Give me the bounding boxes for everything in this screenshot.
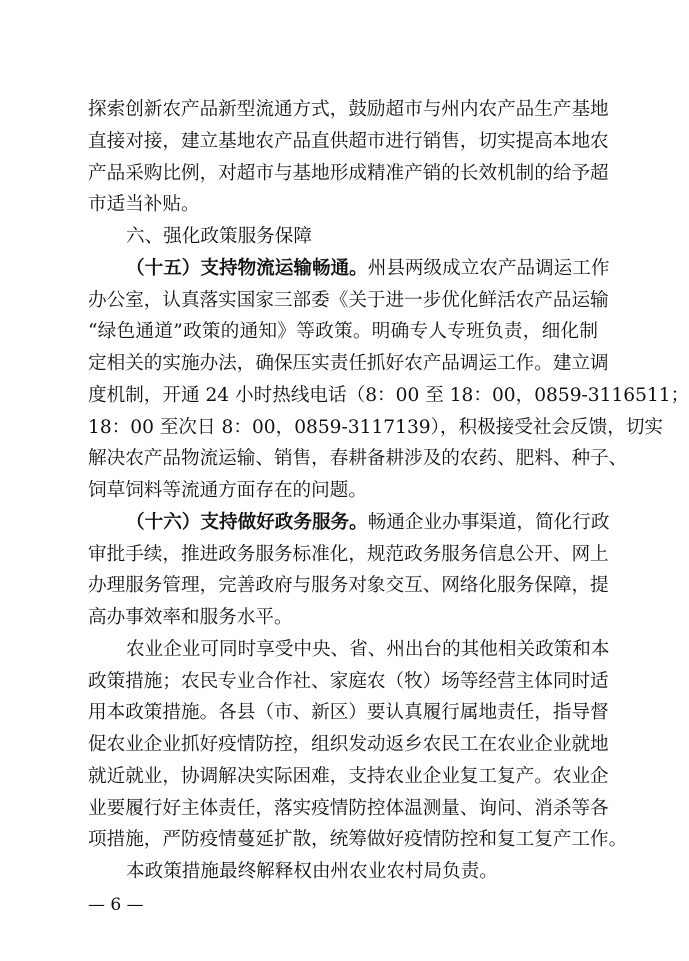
item15-line: 办公室，认真落实国家三部委《关于进一步优化鲜活农产品运输 — [88, 289, 609, 311]
intro-line: 产品采购比例，对超市与基地形成精准产销的长效机制的给予超 — [88, 162, 609, 184]
item16-line: 高办事效率和服务水平。 — [88, 607, 293, 628]
item15-line: “绿色通道”政策的通知》等政策。明确专人专班负责，细化制 — [88, 321, 598, 343]
item15-line: 18：00 至次日 8：00，0859-3117139），积极接受社会反馈，切实 — [88, 416, 664, 438]
item16-line: 审批手续，推进政务服务标准化，规范政务服务信息公开、网上 — [88, 543, 609, 565]
final-paragraph: 本政策措施最终解释权由州农业农村局负责。 — [126, 861, 498, 882]
general-line: 促农业企业抓好疫情防控，组织发动返乡农民工在农业企业就地 — [88, 734, 609, 755]
item16-line: 办理服务管理，完善政府与服务对象交互、网络化服务保障，提 — [88, 575, 609, 597]
item16-first-rest: 畅通企业办事渠道，简化行政 — [367, 511, 610, 533]
item15-line: 饲草饲料等流通方面存在的问题。 — [88, 480, 367, 501]
item15-line: 解决农产品物流运输、销售，春耕备耕涉及的农药、肥料、种子、 — [88, 448, 628, 470]
general-line: 政策措施；农民专业合作社、家庭农（牧）场等经营主体同时适 — [88, 670, 609, 692]
item16-first-line — [126, 507, 610, 539]
general-line: 农业企业可同时享受中央、省、州出台的其他相关政策和本 — [126, 638, 610, 660]
intro-line: 直接对接，建立基地农产品直供超市进行销售，切实提高本地农 — [88, 130, 609, 152]
item15-line: 定相关的实施办法，确保压实责任抓好农产品调运工作。建立调 — [88, 353, 609, 374]
intro-line: 探索创新农产品新型流通方式，鼓励超市与州内农产品生产基地 — [88, 99, 609, 120]
section-heading: 六、强化政策服务保障 — [126, 226, 312, 247]
page-number: — 6 — — [88, 894, 144, 915]
general-line: 用本政策措施。各县（市、新区）要认真履行属地责任，指导督 — [88, 702, 609, 724]
intro-line: 市适当补贴。 — [88, 194, 200, 216]
item15-lead: （十五）支持物流运输畅通。 — [126, 257, 368, 279]
general-line: 就近就业，协调解决实际困难，支持农业企业复工复产。农业企 — [88, 765, 609, 787]
item15-first-line — [126, 253, 610, 285]
general-line: 项措施，严防疫情蔓延扩散，统筹做好疫情防控和复工复产工作。 — [88, 829, 628, 851]
general-line: 业要履行好主体责任，落实疫情防控体温测量、询问、消杀等各 — [88, 797, 609, 819]
item15-line: 度机制，开通 24 小时热线电话（8：00 至 18：00，0859-3116511； — [88, 384, 689, 406]
item15-first-rest: 州县两级成立农产品调运工作 — [367, 257, 610, 279]
item16-lead: （十六）支持做好政务服务。 — [126, 511, 368, 533]
